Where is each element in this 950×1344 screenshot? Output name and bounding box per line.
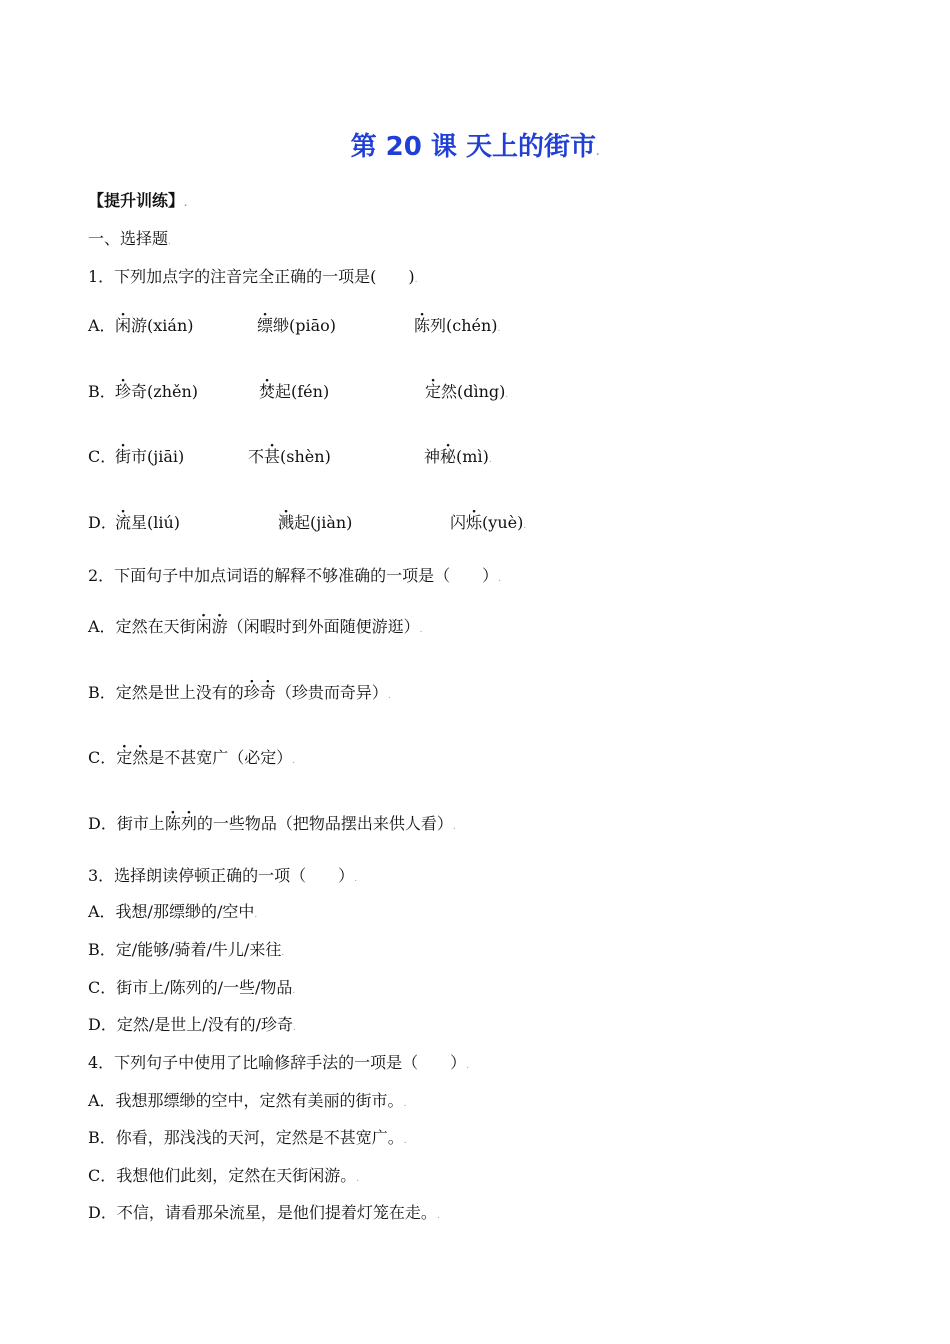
q4-option-c: C．我想他们此刻，定然在天街闲游。. [88,1166,360,1185]
q2-option-a: A．定然在天街闲游（闲暇时到外面随便游逛）. [88,617,423,636]
q2-stem: 2．下面句子中加点词语的解释不够准确的一项是（ ）. [88,566,502,585]
q3-option-b: B．定/能够/骑着/牛儿/来往. [88,940,285,959]
q1-option-c-label: C． [88,447,117,466]
section-heading: 【提升训练】. [88,191,188,210]
q1-option-b-word1: 珍奇(zhěn) [115,382,199,401]
q1-option-a-word2: 缥缈(piāo) [257,316,337,335]
q1-option-b-label: B． [88,382,116,401]
q2-option-b: B．定然是世上没有的珍奇（珍贵而奇异）. [88,683,391,702]
q4-option-b: B．你看，那浅浅的天河，定然是不甚宽广。. [88,1128,407,1147]
q1-stem: 1．下列加点字的注音完全正确的一项是( ). [88,267,418,286]
q2-option-c: C．定然是不甚宽广（必定）. [88,748,296,767]
q2-option-d: D．街市上陈列的一些物品（把物品摆出来供人看）. [88,814,456,833]
q1-option-d-label: D． [88,513,117,532]
q1-option-b-word2: 焚起(fén) [259,382,330,401]
q1-option-c-word1: 街市(jiāi) [115,447,185,466]
q1-option-c-word3: 神秘(mì). [424,447,492,466]
q1-option-a-word1: 闲游(xián) [115,316,194,335]
q4-option-a: A．我想那缥缈的空中，定然有美丽的街市。. [88,1091,407,1110]
q1-option-d-word3: 闪烁(yuè). [450,513,527,532]
q3-stem: 3．选择朗读停顿正确的一项（ ）. [88,866,358,885]
q3-option-d: D．定然/是世上/没有的/珍奇. [88,1015,296,1034]
page-title: 第 20 课 天上的街市. [350,132,600,162]
q4-stem: 4．下列句子中使用了比喻修辞手法的一项是（ ）. [88,1053,470,1072]
q3-option-a: A．我想/那缥缈的/空中. [88,902,258,921]
q4-option-d: D．不信，请看那朵流星，是他们提着灯笼在走。. [88,1203,440,1222]
q1-option-a-word3: 陈列(chén). [414,316,501,335]
part-heading: 一、选择题. [88,229,171,248]
q1-option-a-label: A． [88,316,116,335]
q1-option-c-word2: 不甚(shèn) [248,447,331,466]
q1-option-d-word2: 溅起(jiàn) [278,513,353,532]
q1-option-d-word1: 流星(liú) [115,513,181,532]
q3-option-c: C．街市上/陈列的/一些/物品. [88,978,296,997]
q1-option-b-word3: 定然(dìng). [425,382,509,401]
